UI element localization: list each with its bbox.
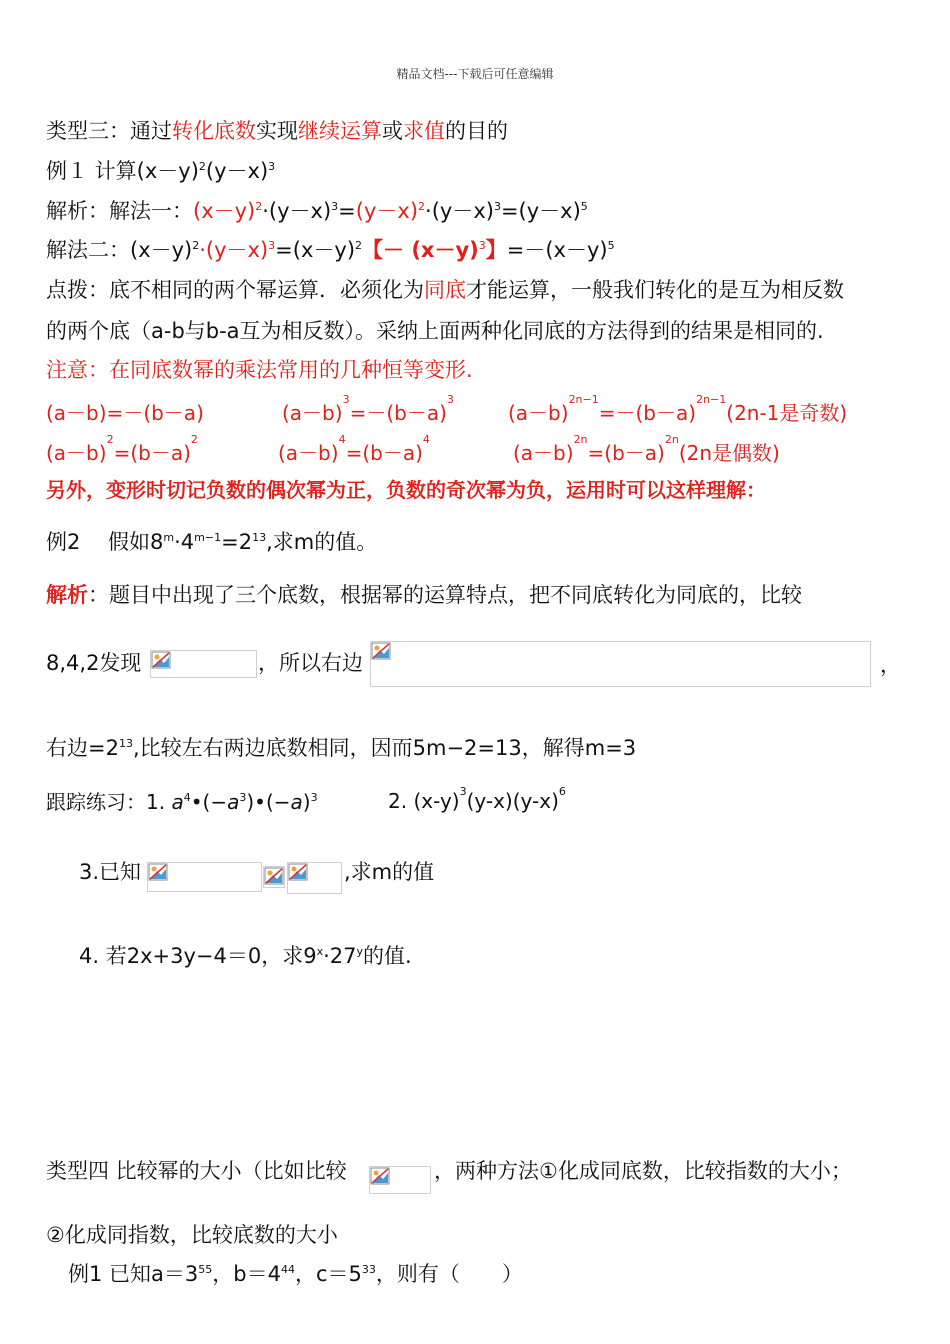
- broken-image-icon: [288, 863, 308, 881]
- exponent: 3: [268, 239, 276, 252]
- text: 解法二：(x－y): [46, 238, 193, 262]
- exponent: 2n: [664, 433, 679, 446]
- example-type4: [68, 1261, 523, 1287]
- exponent: 2n: [573, 433, 588, 446]
- text: 3.已知: [79, 860, 142, 884]
- text: ，: [880, 653, 901, 677]
- text: ·27: [323, 944, 357, 968]
- broken-image-icon: [148, 863, 168, 881]
- text: ·(y－x): [199, 238, 269, 262]
- exponent: 2: [190, 433, 198, 446]
- text: (a－b): [46, 441, 107, 465]
- tip-line2: [46, 318, 824, 344]
- text: ,比较左右两边底数相同，因而5m−2=13，解得m=3: [132, 736, 637, 760]
- exponent: 2: [106, 433, 114, 446]
- exponent: 55: [198, 1263, 213, 1276]
- type4-heading-cont: [434, 1158, 852, 1184]
- text: (y－x): [355, 199, 419, 223]
- type3-text: 类型三：通过: [46, 119, 172, 143]
- question4: [79, 943, 412, 969]
- solution-method1: [46, 198, 588, 224]
- rule-2: [282, 393, 454, 426]
- text: ，所以右边: [258, 651, 363, 675]
- rule-4: [46, 433, 198, 466]
- solution-method2: [46, 237, 615, 263]
- exponent: 3: [239, 791, 247, 804]
- text: a: [171, 790, 184, 814]
- broken-image-icon: [151, 651, 171, 669]
- line-8-4-2-cont: [258, 650, 363, 676]
- exponent: 2n−1: [568, 393, 599, 406]
- note: [46, 357, 473, 383]
- text: ，c＝5: [294, 1262, 362, 1286]
- exponent: 4: [183, 791, 191, 804]
- text: 】: [485, 238, 507, 262]
- exponent: 3: [310, 791, 318, 804]
- text: 2. (x-y): [388, 789, 460, 813]
- text: ：题目中出现了三个底数，根据幂的运算特点，把不同底转化为同底的，比较: [88, 583, 802, 607]
- exponent: 3: [331, 200, 339, 213]
- exponent: 44: [280, 1263, 295, 1276]
- practice-2: [388, 785, 566, 813]
- rule-3: [508, 393, 848, 426]
- extra-note: [46, 477, 766, 503]
- broken-image-icon: [371, 642, 391, 660]
- text: 另外，变形时切记负数的偶次幂为正，负数的奇次幂为负，运用时可以这样理解：: [46, 478, 766, 502]
- text: 4. 若2x+3y−4＝0，求9: [79, 944, 317, 968]
- text: ,求m的值: [344, 860, 435, 884]
- text: a: [227, 790, 240, 814]
- example2: [46, 529, 377, 555]
- text: (x－y): [193, 199, 256, 223]
- text: 例１ 计算(x－y): [46, 159, 199, 183]
- text: 的值.: [363, 944, 412, 968]
- solution-ex2: [46, 582, 802, 608]
- question3-label: [79, 859, 141, 885]
- exponent: 3: [459, 785, 467, 798]
- rule-1: [46, 397, 204, 426]
- exponent: 2: [255, 200, 263, 213]
- type3-highlight: 继续运算: [298, 119, 382, 143]
- rule-5: [278, 433, 430, 466]
- type3-text: 的目的: [445, 119, 508, 143]
- text: 同底: [424, 278, 466, 302]
- exponent: 4: [422, 433, 430, 446]
- type3-highlight: 求值: [403, 119, 445, 143]
- tip-line1: [46, 277, 844, 303]
- exponent: 6: [558, 785, 566, 798]
- text: ,求m的值。: [266, 530, 378, 554]
- exponent: 3: [342, 393, 350, 406]
- broken-image-icon: [370, 1167, 390, 1185]
- text: a: [290, 790, 303, 814]
- text: ): [302, 790, 311, 814]
- exponent: 2: [355, 239, 363, 252]
- exponent: x: [316, 945, 324, 958]
- text: ·(y－x): [262, 199, 332, 223]
- formula-image-placeholder: [147, 862, 262, 892]
- text: ②化成同指数，比较底数的大小: [46, 1223, 338, 1247]
- text: =2: [221, 530, 253, 554]
- exponent: 3: [478, 239, 486, 252]
- type3-text: 实现: [256, 119, 298, 143]
- text: (y-x)(y-x): [466, 789, 559, 813]
- text: 例2 假如8: [46, 530, 164, 554]
- exponent: 33: [361, 1263, 376, 1276]
- text: )•(−: [246, 790, 291, 814]
- text: ，两种方法①化成同底数，比较指数的大小；: [434, 1159, 852, 1183]
- text: =(b－a): [587, 441, 665, 465]
- exponent: 13: [252, 531, 267, 544]
- exponent: 2: [418, 200, 426, 213]
- exponent: 2: [198, 160, 206, 173]
- text: ·(y－x): [425, 199, 494, 223]
- practice-line: [46, 789, 318, 815]
- text: (a－b): [282, 401, 343, 425]
- text: 解析：解法一：: [46, 199, 193, 223]
- exponent: 2: [192, 239, 200, 252]
- text: =－(b－a): [598, 401, 697, 425]
- text: 解析: [46, 583, 88, 607]
- formula-image-placeholder: [150, 650, 257, 678]
- exponent: 13: [118, 737, 133, 750]
- text: =(b－a): [345, 441, 423, 465]
- exponent: 5: [580, 200, 588, 213]
- text: (2n是偶数): [678, 441, 780, 465]
- type4-heading: [46, 1158, 347, 1184]
- text: 右边=2: [46, 736, 119, 760]
- text: •(−: [190, 790, 228, 814]
- text: 点拨：底不相同的两个幂运算．必须化为: [46, 278, 424, 302]
- type3-text: 或: [382, 119, 403, 143]
- text: 注意：在同底数幂的乘法常用的几种恒等变形.: [46, 358, 473, 382]
- question3-tail: [344, 859, 434, 885]
- formula-image-placeholder: [263, 866, 285, 888]
- type3-heading: [46, 118, 508, 144]
- text: (2n-1是奇数): [726, 401, 848, 425]
- text: =: [338, 199, 356, 223]
- exponent: 4: [338, 433, 346, 446]
- exponent: m: [163, 531, 175, 544]
- rule-6: [513, 433, 780, 466]
- text: ，b＝4: [212, 1262, 281, 1286]
- exponent: m−1: [194, 531, 222, 544]
- text: 【－ (x－y): [362, 238, 479, 262]
- broken-image-icon: [264, 867, 284, 885]
- exponent: 5: [607, 239, 615, 252]
- page-header: 精品文档---下载后可任意编辑: [396, 67, 554, 81]
- type3-highlight: 转化底数: [172, 119, 256, 143]
- text: (a－b): [508, 401, 569, 425]
- text: =(b－a): [113, 441, 191, 465]
- line-8-4-2: [46, 650, 141, 676]
- exponent: 3: [446, 393, 454, 406]
- text: (y－x): [205, 159, 269, 183]
- right-side-line: [46, 735, 636, 761]
- comma: [880, 652, 901, 678]
- text: 类型四 比较幂的大小（比如比较: [46, 1159, 347, 1183]
- exponent: y: [356, 945, 363, 958]
- text: ·4: [174, 530, 195, 554]
- formula-image-placeholder: [370, 641, 871, 687]
- text: (a－b): [513, 441, 574, 465]
- text: 才能运算，一般我们转化的是互为相反数: [466, 278, 844, 302]
- text: =－(b－a): [349, 401, 447, 425]
- exponent: 3: [268, 160, 276, 173]
- type4-method2: [46, 1222, 338, 1248]
- text: 跟踪练习：1.: [46, 790, 172, 814]
- text: =(x－y): [275, 238, 356, 262]
- text: =(y－x): [500, 199, 581, 223]
- text: (a－b): [278, 441, 339, 465]
- text: 例1 已知a＝3: [68, 1262, 199, 1286]
- text: (a－b)=－(b－a): [46, 401, 204, 425]
- text: ，则有（ ）: [375, 1262, 523, 1286]
- exponent: 2n−1: [696, 393, 727, 406]
- exponent: 3: [493, 200, 501, 213]
- formula-image-placeholder: [369, 1166, 431, 1194]
- formula-image-placeholder: [287, 862, 342, 894]
- example1: [46, 158, 275, 184]
- text: 8,4,2发现: [46, 651, 142, 675]
- text: 的两个底（a-b与b-a互为相反数）。采纳上面两种化同底的方法得到的结果是相同的.: [46, 319, 824, 343]
- text: =－(x－y): [506, 238, 608, 262]
